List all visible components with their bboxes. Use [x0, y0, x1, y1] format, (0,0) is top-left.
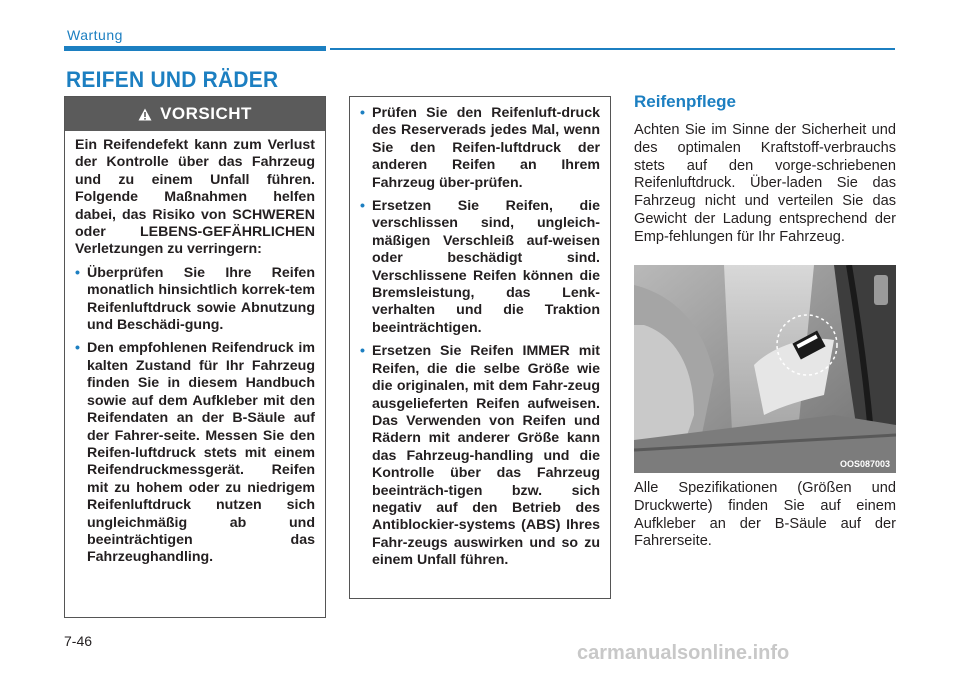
header-rule	[330, 48, 895, 50]
bullet-icon: •	[75, 340, 80, 357]
bullet-icon: •	[360, 343, 365, 360]
list-item: • Den empfohlenen Reifendruck im kalten Zustand für Ihr Fahrzeug finden Sie in diesem Handbuch sowie auf dem Aufkleber mit den Reifendaten an der B-Säule auf der Fahrer-seite. Messen Sie den Reifen-luftdruck stets mit einem Reifendruckmessgerät. Reifen mit zu hohem oder zu niedrigem Reifenluftdruck nutzen sich ungleichmäßig ab und beeinträchtigen das Fahrzeughandling.	[75, 340, 315, 566]
list-item: • Prüfen Sie den Reifenluft-druck des Reserverads jedes Mal, wenn Sie den Reifen-luftdruck der anderen Reifen an Ihrem Fahrzeug über-prüfen.	[360, 105, 600, 191]
warning-triangle-icon	[138, 108, 152, 121]
list-item: • Ersetzen Sie Reifen, die verschlissen sind, ungleich-mäßigen Verschleiß auf-weisen oder beschädigt sind. Verschlissene Reifen können die Bremsleistung, das Lenk-verhalten und die Traktion beeinträchtigen.	[360, 198, 600, 336]
caution-label: VORSICHT	[160, 104, 252, 123]
header-bar-accent	[64, 46, 326, 51]
bullet-icon: •	[75, 264, 80, 281]
caution-body-continued	[350, 97, 610, 570]
bullet-icon: •	[360, 198, 365, 215]
page-title: REIFEN UND RÄDER	[66, 67, 279, 92]
caution-intro: Ein Reifendefekt kann zum Verlust der Kontrolle über das Fahrzeug und zu einem Unfall führen. Folgende Maßnahmen helfen dabei, das Risiko von SCHWEREN oder LEBENS-GEFÄHRLICHEN Verletzungen zu verringern:	[75, 137, 315, 258]
list-item: • Überprüfen Sie Ihre Reifen monatlich hinsichtlich korrek-tem Reifenluftdruck sowie Abnutzung und Beschädi-gung.	[75, 264, 315, 334]
caution-list-col2	[360, 105, 600, 570]
care-text: Achten Sie im Sinne der Sicherheit und des optimalen Kraftstoff-verbrauchs stets auf den vorge-schriebenen Reifenluftdruck. Über-laden Sie das Fahrzeug nicht und verteilen Sie das Gewicht der Ladung entsprechend der Emp-fehlungen für Ihr Fahrzeug.	[634, 122, 896, 245]
list-item: • Ersetzen Sie Reifen IMMER mit Reifen, die die selbe Größe wie die originalen, mit dem Fahr-zeug ausgelieferten Reifen aufweisen. Das Verwenden von Reifen und Rädern mit anderer Größe kann das Fahrzeug-handling und die Kontrolle über das Fahrzeug beeinträch-tigen bzw. sich negativ auf den Betrieb des Antiblockier-systems (ABS) Ihres Fahr-zeugs auswirken und so zu einem Unfall führen.	[360, 343, 600, 569]
caution-list-col1	[75, 265, 315, 567]
bullet-icon: •	[360, 105, 365, 121]
caution-box	[64, 96, 326, 618]
door-pillar-illustration	[634, 265, 896, 473]
watermark: carmanualsonline.info	[577, 642, 790, 664]
care-section	[634, 92, 896, 247]
caution-header	[65, 97, 325, 131]
section-header: Wartung	[67, 27, 123, 43]
care-text-after: Alle Spezifikationen (Größen und Druckwerte) finden Sie auf einem Aufkleber an der B-Säule auf der Fahrerseite.	[634, 480, 896, 550]
care-heading: Reifenpflege	[634, 92, 737, 111]
caution-box-continued	[349, 96, 611, 599]
caution-body	[65, 131, 325, 567]
tire-label-photo	[634, 265, 896, 473]
page-number: 7-46	[64, 633, 93, 649]
image-code: OOS087003	[839, 459, 890, 469]
